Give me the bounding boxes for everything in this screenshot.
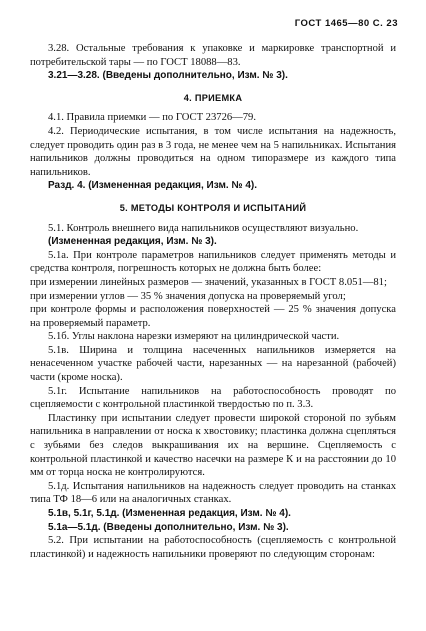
- amendment-note: 5.1а—5.1д. (Введены дополнительно, Изм. № 3).: [48, 521, 289, 533]
- amendment-note: (Измененная редакция, Изм. № 3).: [48, 236, 217, 248]
- paragraph-5-2: 5.2. При испытании на работоспособность (сцепляемость с контрольной пластинкой) и надежность напильники проверяют по следующим сторонам:: [30, 535, 396, 560]
- paragraph-5-1a: 5.1а. При контроле параметров напильников следует применять методы и средства контроля, погрешность которых не должна быть более:: [30, 249, 396, 275]
- document-body: [30, 42, 396, 561]
- amendment-note: Разд. 4. (Измененная редакция, Изм. № 4).: [48, 180, 257, 192]
- paragraph-plate-test: Пластинку при испытании следует провести широкой стороной по зубьям напильника в направлении от носка к хвостовику; пластинка должна сцепляться с зубьями без следов выкрашивания их на вершине. Сцепляемость с контрольной пластинкой и качество насечки на размере К и на расстоянии до 10 мм от торца носка не контролируются.: [30, 412, 396, 479]
- paragraph-5-1g: 5.1г. Испытание напильников на работоспособность проводят по сцепляемости с контрольной пластинкой твердостью по п. 3.3.: [30, 385, 396, 411]
- paragraph-5-1v: 5.1в. Ширина и толщина насеченных напильников измеряется на ненасеченном участке рабочей части, нарезанных — на нарезанной (рабочей) части (кроме носка).: [30, 344, 396, 384]
- paragraph-5-1: 5.1. Контроль внешнего вида напильников осуществляют визуально.: [48, 222, 359, 234]
- paragraph-5-1d: 5.1д. Испытания напильников на надежность следует проводить на станках типа ТФ 18—6 или на аналогичных станках.: [30, 480, 396, 506]
- paragraph-3-28: 3.28. Остальные требования к упаковке и маркировке транспортной и потребительской тары — по ГОСТ 18088—83.: [30, 43, 396, 68]
- amendment-note: 3.21—3.28. (Введены дополнительно, Изм. № 3).: [48, 70, 288, 82]
- list-item: при контроле формы и расположения поверхностей — 25 % значения допуска на проверяемый параметр.: [30, 304, 396, 329]
- paragraph-5-1b: 5.1б. Углы наклона нарезки измеряют на цилиндрической части.: [48, 331, 340, 343]
- page-header: ГОСТ 1465—80 С. 23: [294, 18, 398, 29]
- paragraph-4-1: 4.1. Правила приемки — по ГОСТ 23726—79.: [48, 112, 257, 124]
- list-item: при измерении углов — 35 % значения допуска на проверяемый угол;: [30, 290, 346, 302]
- paragraph-4-2: 4.2. Периодические испытания, в том числе испытания на надежность, следует проводить один раз в 3 года, не менее чем на 5 напильниках. Испытания напильников должны проводиться на одном типоразмере из каждого типа напильников.: [30, 125, 396, 178]
- section-heading-methods: 5. МЕТОДЫ КОНТРОЛЯ И ИСПЫТАНИЙ: [119, 202, 307, 213]
- list-item: при измерении линейных размеров — значений, указанных в ГОСТ 8.051—81;: [30, 276, 387, 288]
- amendment-note: 5.1в, 5.1г, 5.1д. (Измененная редакция, Изм. № 4).: [48, 508, 291, 519]
- section-heading-acceptance: 4. ПРИЕМКА: [183, 92, 243, 103]
